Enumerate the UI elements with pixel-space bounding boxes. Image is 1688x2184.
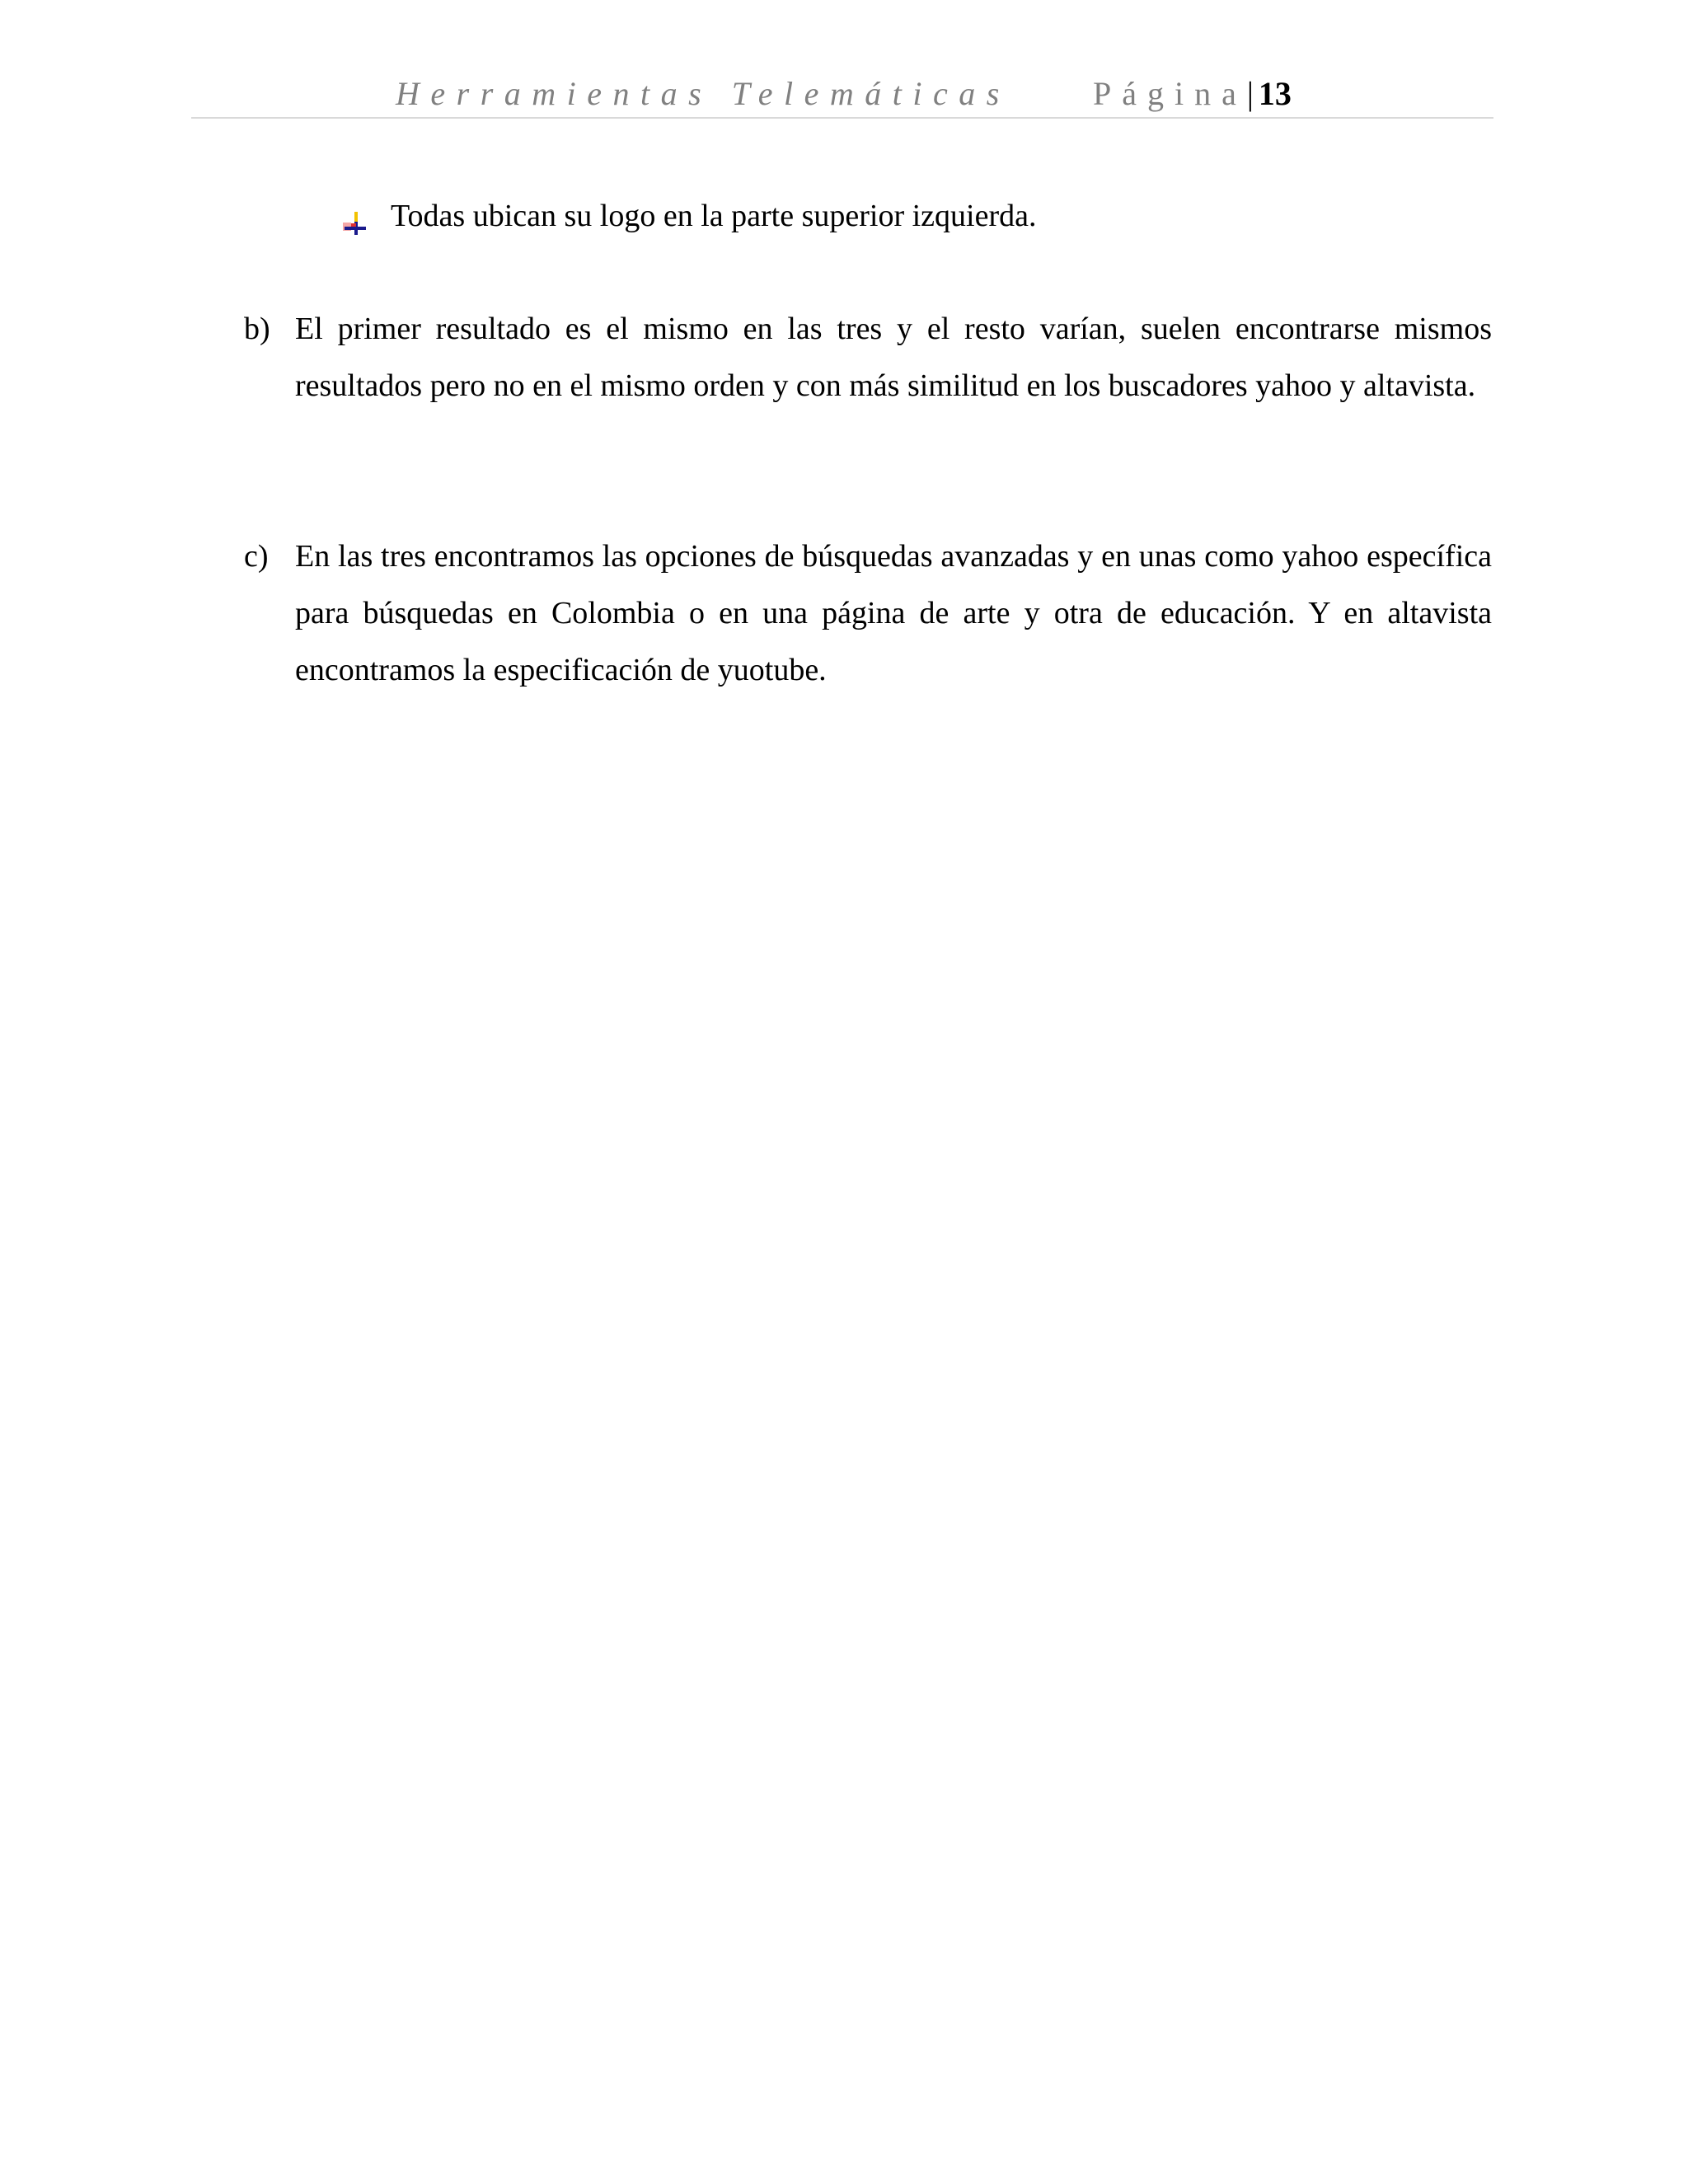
cross-bullet-icon [341,200,368,230]
header-page-indicator [1093,74,1292,113]
list-item-b [244,301,1492,474]
list-item-text: El primer resultado es el mismo en las tres y el resto varían, suelen encontrarse mismos resultados pero no en el mismo orden y con más similitud en los buscadores yahoo y altavista. [295,312,1492,403]
list-marker: b) [244,312,270,346]
header-separator: | [1246,75,1254,112]
list-item-text: En las tres encontramos las opciones de búsquedas avanzadas y en unas como yahoo específica para búsquedas en Colombia o en una página de arte y otra de educación. Y en altavista encontramos la especificación de yuotube. [295,539,1492,687]
list-item-c [244,528,1492,701]
header-title: Herramientas Telemáticas [396,75,1010,112]
bullet-item [341,188,1036,245]
header-page-number: 13 [1258,75,1292,112]
header-page-label: Página [1093,75,1247,112]
page-header [191,68,1493,119]
bullet-text: Todas ubican su logo en la parte superior izquierda. [391,199,1037,233]
list-marker: c) [244,539,269,574]
